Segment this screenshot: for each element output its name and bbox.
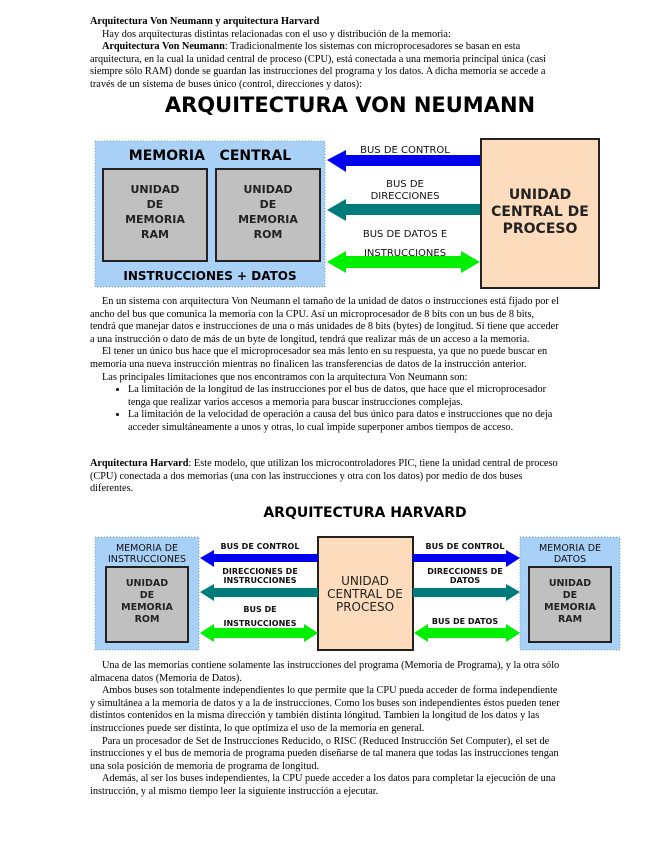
data-memory-title: MEMORIA DE	[538, 543, 602, 554]
control-bus-label: BUS DE CONTROL	[360, 145, 450, 156]
von-neumann-diagram	[95, 139, 599, 288]
harvard-diagram	[95, 537, 620, 650]
address-bus-arrow	[327, 199, 480, 221]
left-address-bus-arrow	[200, 584, 318, 601]
rom-label: MEMORIA	[238, 213, 298, 226]
ram-label: UNIDAD	[130, 183, 180, 196]
memory-footer: INSTRUCCIONES + DATOS	[123, 269, 297, 283]
von-neumann-paragraph: Arquitectura Von Neumann: Tradicionalmente los sistemas con microprocesadores se basan en esta arquitectura, en la cual la unidad central de proceso (CPU), está conectada a una memoria principal única (casi siempre sólo RAM) donde se guardan las instrucciones del programa y los datos. A dicha memoria se accede a través de un sistema de buses único (control, direcciones y datos):	[90, 41, 547, 90]
paragraph: Las principales limitaciones que nos encontramos con la arquitectura Von Neumann son:	[102, 371, 468, 383]
data-bus-label: INSTRUCCIONES	[363, 248, 447, 259]
paragraph: Para un procesador de Set de Instrucciones Reducido, o RISC (Reduced Instrucción Set Computer), el set de instrucciones y el bus de memoria de programa pueden diseñarse de tal manera que todas las instrucciones tengan una sola posición de memoria de programa de longitud.	[90, 735, 559, 772]
cpu-label: UNIDAD	[341, 574, 389, 588]
address-bus-label: DIRECCIONES	[370, 191, 440, 202]
memory-central-title: MEMORIA CENTRAL	[128, 148, 292, 164]
ram-label: MEMORIA	[125, 213, 185, 226]
cpu-label: CENTRAL DE	[491, 204, 589, 220]
harvard-intro	[90, 458, 560, 496]
rom-label: UNIDAD	[243, 183, 293, 196]
diagram1-title: ARQUITECTURA VON NEUMANN	[164, 93, 536, 117]
von-neumann-details	[90, 296, 560, 435]
ram-label: UNIDAD	[548, 578, 592, 589]
right-address-bus-label: DIRECCIONES DE	[427, 567, 503, 576]
paragraph: Ambos buses son totalmente independientes lo que permite que la CPU pueda acceder de forma independiente y simultánea a la memoria de datos y a la de instrucciones. Como los buses son independientes éstos pueden tener distintos contenidos en la misma dirección y también distinta lóngitud. Tambien la longitud de los datos y las instrucciones puede ser distinta, lo que optimiza el uso de la memoria en general.	[90, 685, 560, 734]
cpu-label: CENTRAL DE	[327, 587, 403, 601]
left-instruction-bus-label: BUS DE	[243, 605, 277, 614]
ram-label: RAM	[557, 614, 583, 625]
list-item: • La limitación de la velocidad de operación a causa del bus único para datos e instrucciones que no deja acceder simultáneamente a unos y otras, lo cual impide superponer ambos tiempos de acceso.	[128, 409, 560, 434]
rom-label: ROM	[134, 614, 160, 625]
instruction-memory-title: INSTRUCCIONES	[108, 554, 186, 565]
right-address-bus-arrow	[413, 584, 520, 601]
right-data-bus-label: BUS DE DATOS	[431, 617, 499, 626]
ram-label: DE	[146, 198, 164, 211]
rom-label: ROM	[253, 228, 283, 241]
rom-label: DE	[139, 590, 155, 601]
limitations-list	[90, 384, 560, 434]
diagram2-title: ARQUITECTURA HARVARD	[263, 505, 467, 521]
instruction-memory-title: MEMORIA DE	[115, 543, 179, 554]
address-bus-label: BUS DE	[386, 179, 424, 190]
left-address-bus-label: INSTRUCCIONES	[223, 576, 297, 585]
left-control-bus-label: BUS DE CONTROL	[220, 542, 300, 551]
ram-label: MEMORIA	[544, 602, 596, 613]
left-address-bus-label: DIRECCIONES DE	[222, 567, 298, 576]
paragraph: Además, al ser los buses independientes, la CPU puede acceder a los datos para completar la ejecución de una instrucción, y al mismo tiempo leer la siguiente instrucción a ejecutar.	[90, 773, 556, 797]
right-data-bus-arrow	[414, 624, 520, 642]
paragraph: Una de las memorias contiene solamente las instrucciones del programa (Memoria de Programa), y la otra sólo almacena datos (Memoria de Datos).	[90, 660, 560, 684]
doc-title: Arquitectura Von Neumann y arquitectura Harvard	[90, 16, 320, 27]
right-control-bus-label: BUS DE CONTROL	[425, 542, 505, 551]
harvard-paragraph: Arquitectura Harvard: Este modelo, que utilizan los microcontroladores PIC, tiene la unidad central de proceso (CPU) conectada a dos memorias (una con las instrucciones y otra con los datos) por medio de dos buses diferentes.	[90, 458, 558, 495]
harvard-details	[90, 660, 560, 799]
cpu-label: UNIDAD	[508, 187, 572, 203]
paragraph: En un sistema con arquitectura Von Neumann el tamaño de la unidad de datos o instrucciones está fijado por el ancho del bus que comunica la memoria con la CPU. Así un microprocesador de 8 bits con un bus de 8 bits, tendrá que manejar datos e instrucciones de una o más unidades de 8 bits (bytes) de longitud. Si tiene que acceder a una instrucción o dato de más de un byte de longitud, tendrá que realizar más de un acceso a la memoria.	[90, 296, 559, 345]
rom-label: UNIDAD	[125, 578, 169, 589]
cpu-label: PROCESO	[502, 221, 578, 237]
rom-label: MEMORIA	[121, 602, 173, 613]
right-address-bus-label: DATOS	[449, 576, 481, 585]
cpu-label: PROCESO	[335, 600, 395, 614]
right-control-bus-arrow	[413, 550, 520, 567]
intro-paragraph: Hay dos arquitecturas distintas relacionadas con el uso y distribución de la memoria:	[102, 28, 451, 40]
ram-label: DE	[562, 590, 578, 601]
paragraph: El tener un único bus hace que el microprocesador sea más lento en su respuesta, ya que no puede buscar en memoria una nueva instrucción mientras no finalicen las transferencias de datos de la instrucción anterior.	[90, 346, 548, 370]
rom-label: DE	[259, 198, 277, 211]
left-control-bus-arrow	[200, 550, 318, 567]
ram-label: RAM	[141, 228, 169, 241]
data-bus-label: BUS DE DATOS E	[362, 229, 448, 240]
list-item: • La limitación de la longitud de las instrucciones por el bus de datos, que hace que el microprocesador tenga que realizar varios accesos a memoria para buscar instrucciones complejas.	[128, 384, 560, 409]
data-memory-title: DATOS	[553, 554, 587, 565]
left-instruction-bus-label: INSTRUCCIONES	[223, 619, 297, 628]
